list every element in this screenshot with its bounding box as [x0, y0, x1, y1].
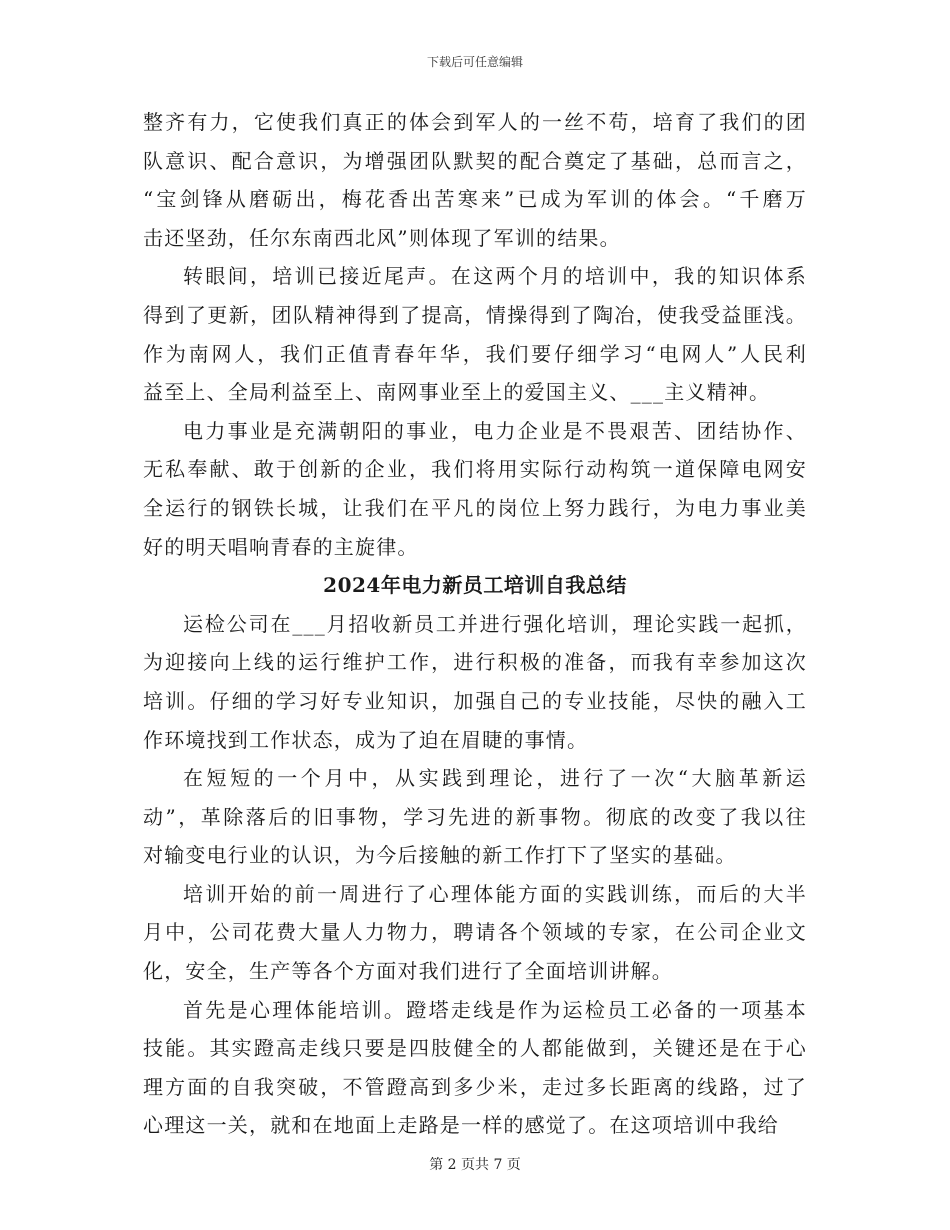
text-line: 整齐有力，它使我们真正的体会到军人的一丝不苟，培育了我们的团 — [143, 110, 807, 134]
text-line: 益至上、全局利益至上、南网事业至上的爱国主义、___主义精神。 — [143, 380, 771, 405]
page-footer: 第 2 页共 7 页 — [429, 1157, 521, 1173]
paragraph — [143, 605, 807, 759]
paragraph — [143, 759, 807, 875]
text-line: 在短短的一个月中，从实践到理论，进行了一次“大脑革新运 — [183, 766, 807, 791]
text-line: 对输变电行业的认识，为今后接触的新工作打下了坚实的基础。 — [143, 843, 737, 868]
paragraph — [143, 103, 807, 257]
text-line: 转眼间，培训已接近尾声。在这两个月的培训中，我的知识体系 — [183, 264, 807, 289]
text-line: 心理这一关，就和在地面上走路是一样的感觉了。在这项培训中我给 — [143, 1113, 779, 1138]
paragraph — [143, 991, 807, 1145]
text-line: 得到了更新，团队精神得到了提高，情操得到了陶冶，使我受益匪浅。 — [143, 302, 807, 327]
document-body — [143, 103, 807, 1145]
text-line: 首先是心理体能培训。蹬塔走线是作为运检员工必备的一项基本 — [183, 997, 807, 1022]
text-line: 全运行的钢铁长城，让我们在平凡的岗位上努力践行，为电力事业美 — [143, 495, 807, 520]
text-line: 好的明天唱响青春的主旋律。 — [143, 534, 419, 559]
paragraph — [143, 412, 807, 566]
paragraph — [143, 875, 807, 991]
text-line: 化，安全，生产等各个方面对我们进行了全面培训讲解。 — [143, 959, 673, 984]
text-line: 无私奉献、敢于创新的企业，我们将用实际行动构筑一道保障电网安 — [143, 457, 807, 482]
section-title: 2024年电力新员工培训自我总结 — [323, 573, 627, 598]
text-line: 作为南网人，我们正值青春年华，我们要仔细学习“电网人”人民利 — [143, 341, 807, 366]
text-line: 队意识、配合意识，为增强团队默契的配合奠定了基础，总而言之， — [143, 148, 807, 173]
text-line: 理方面的自我突破，不管蹬高到多少米，走过多长距离的线路，过了 — [143, 1074, 807, 1099]
text-line: “宝剑锋从磨砺出，梅花香出苦寒来”已成为军训的体会。“千磨万 — [143, 187, 807, 212]
paragraph-group-after — [143, 605, 807, 1145]
text-line: 培训开始的前一周进行了心理体能方面的实践训练，而后的大半 — [183, 881, 807, 906]
text-line: 技能。其实蹬高走线只要是四肢健全的人都能做到，关键还是在于心 — [143, 1036, 807, 1061]
text-line: 动”，革除落后的旧事物，学习先进的新事物。彻底的改变了我以往 — [143, 804, 807, 829]
text-line: 电力事业是充满朝阳的事业，电力企业是不畏艰苦、团结协作、 — [183, 418, 807, 443]
text-line: 作环境找到工作状态，成为了迫在眉睫的事情。 — [143, 727, 589, 752]
text-line: 击还坚劲，任尔东南西北风”则体现了军训的结果。 — [143, 225, 621, 250]
text-line: 为迎接向上线的运行维护工作，进行积极的准备，而我有幸参加这次 — [143, 650, 807, 675]
text-line: 月中，公司花费大量人力物力，聘请各个领域的专家，在公司企业文 — [143, 920, 807, 945]
paragraph — [143, 257, 807, 411]
page-header: 下载后可任意编辑 — [426, 55, 523, 69]
text-line: 运检公司在___月招收新员工并进行强化培训，理论实践一起抓， — [183, 611, 807, 636]
text-line: 培训。仔细的学习好专业知识，加强自己的专业技能，尽快的融入工 — [143, 688, 807, 713]
paragraph-group-before — [143, 103, 807, 566]
